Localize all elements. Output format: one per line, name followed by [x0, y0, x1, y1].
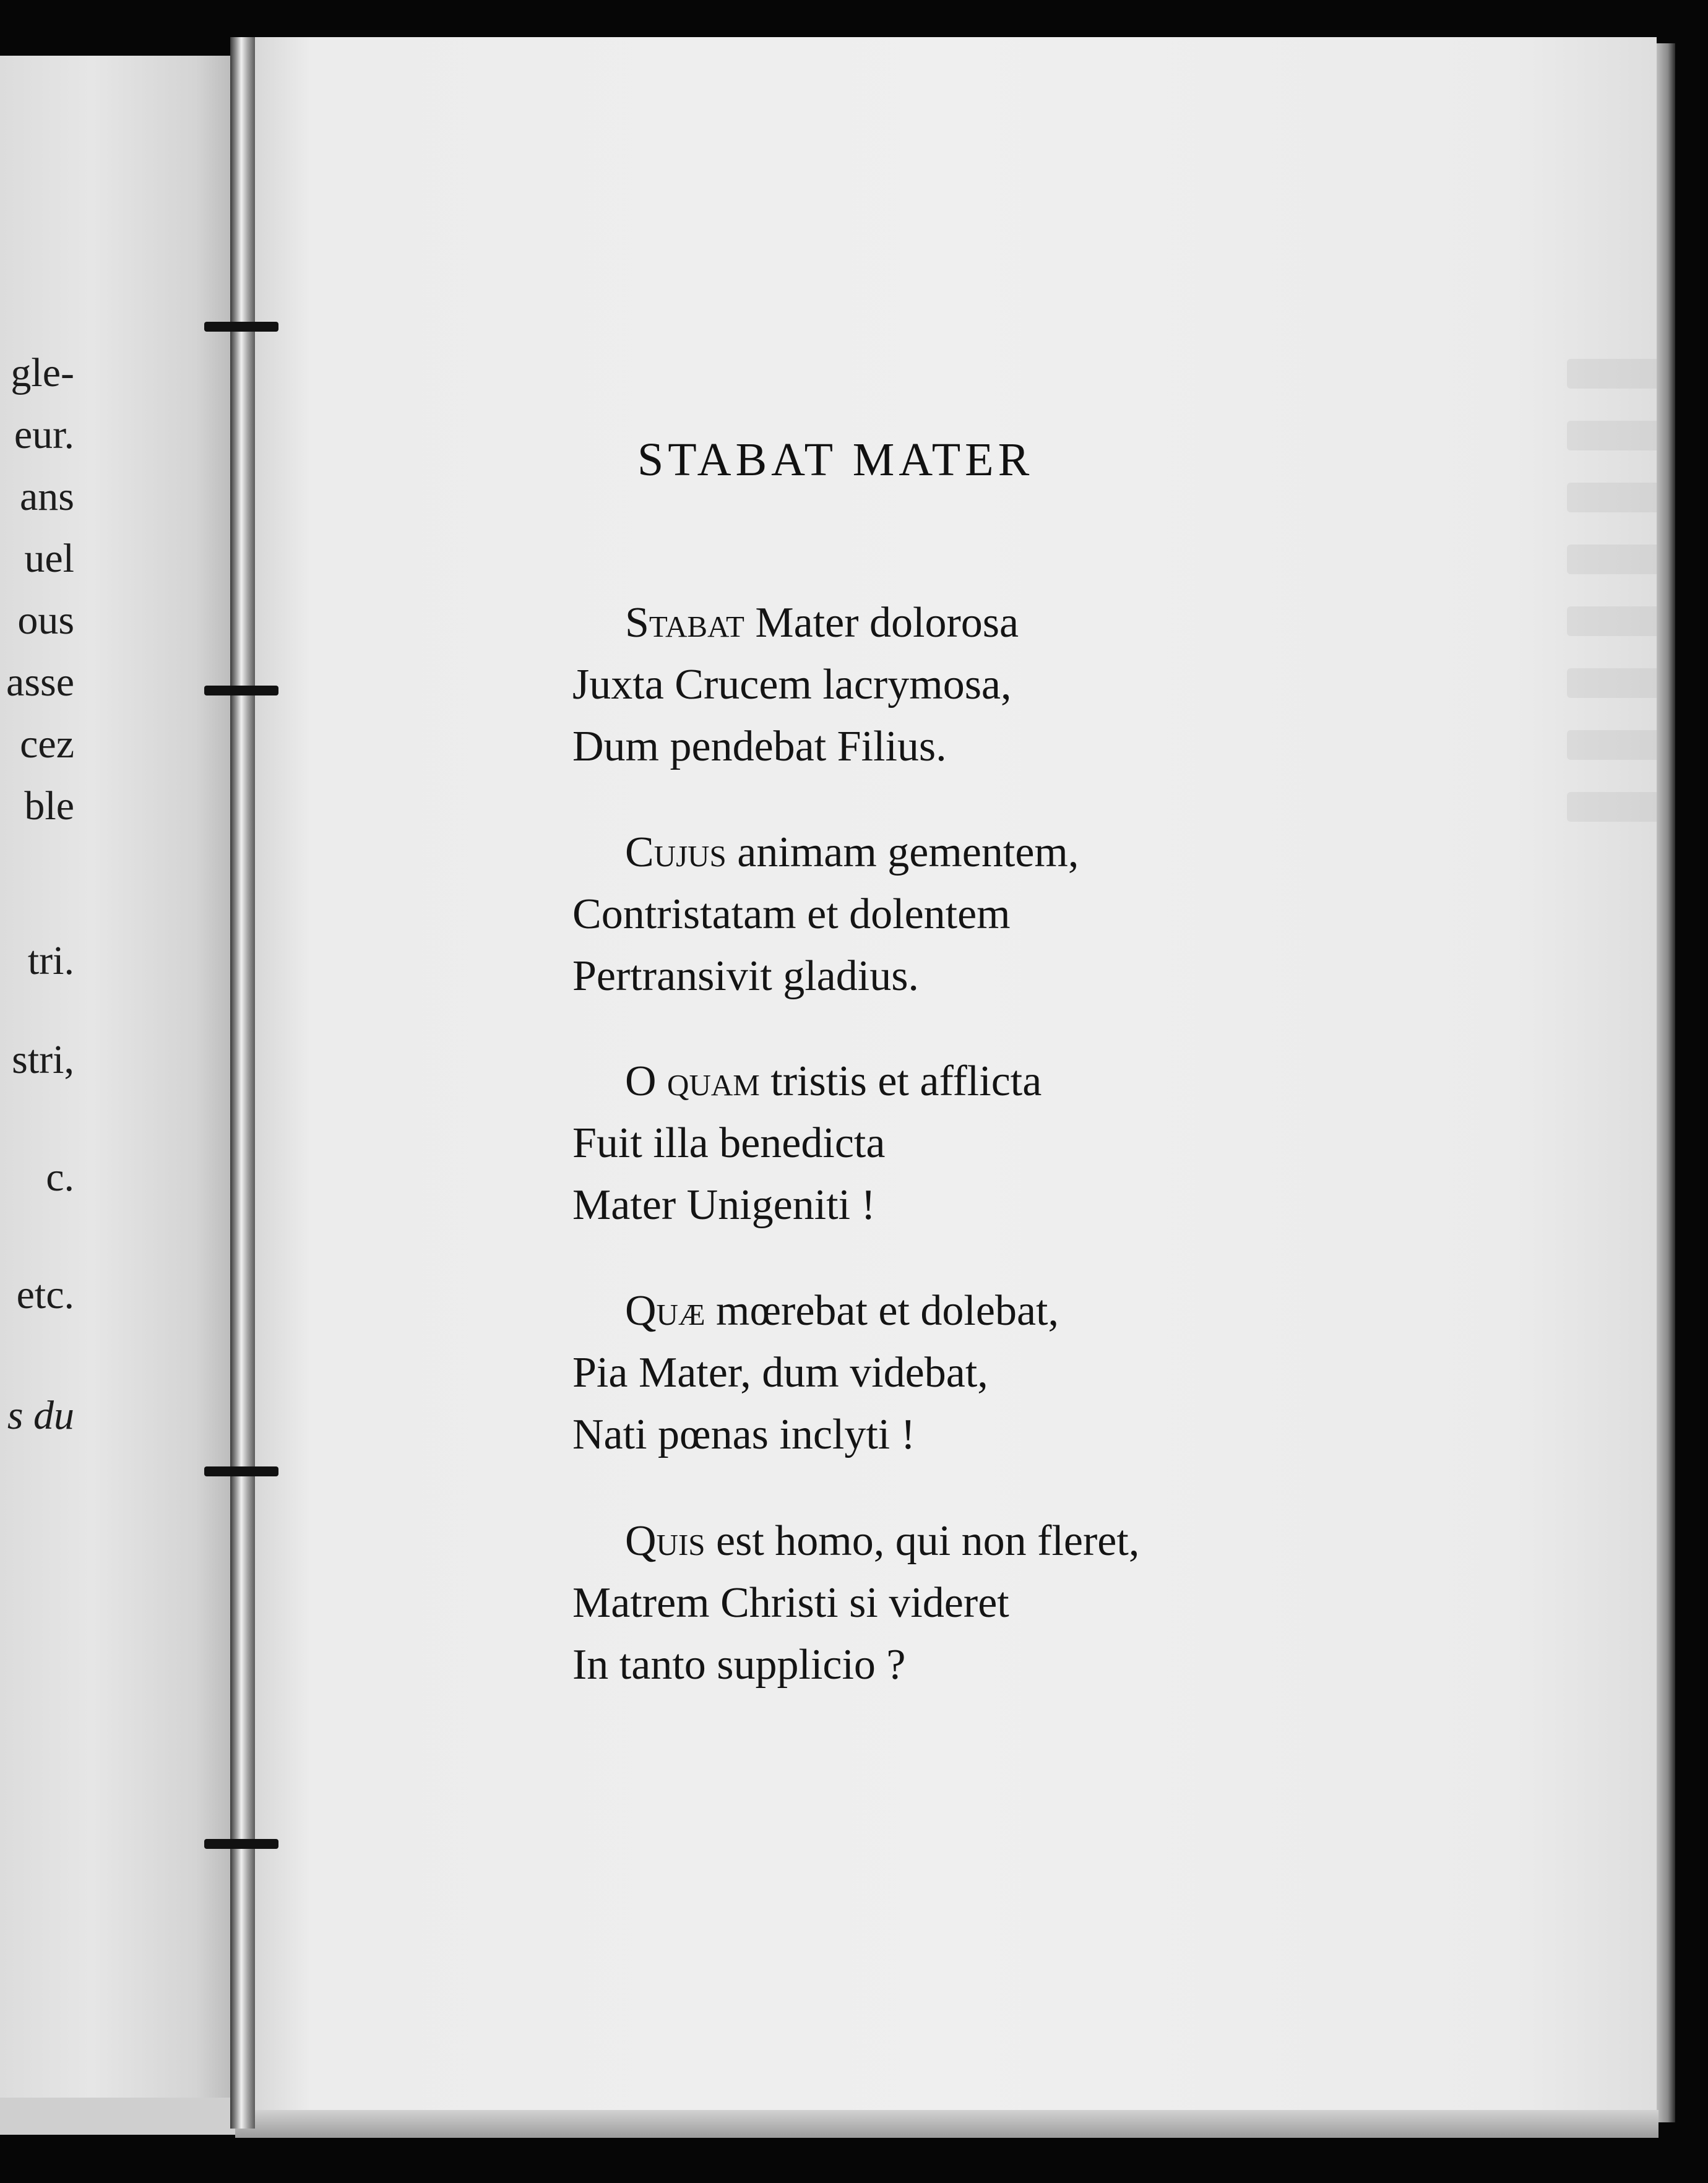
- stanza-lead-word: Cujus: [625, 829, 727, 876]
- left-page-line: tri.: [27, 938, 74, 983]
- left-page-line: cez: [20, 721, 74, 767]
- left-page-line: s du: [7, 1393, 74, 1438]
- stanza-lead-word: Quis: [625, 1517, 705, 1565]
- stanza-lead-word: Quæ: [625, 1287, 705, 1335]
- left-page-line: asse: [6, 660, 74, 705]
- bleed-through-text: [1567, 545, 1657, 574]
- left-page-line: gle-: [11, 350, 74, 395]
- bleed-through-text: [1567, 606, 1657, 636]
- stanza-lead-word: Stabat: [625, 599, 744, 647]
- poem-line: Pia Mater, dum videbat,: [572, 1349, 988, 1397]
- right-page-edge: [1657, 43, 1675, 2122]
- poem-line: Fuit illa benedicta: [572, 1119, 886, 1167]
- bleed-through-text: [1567, 730, 1657, 760]
- left-page-line: ans: [20, 474, 74, 519]
- binding-stitch: [204, 1839, 278, 1849]
- left-page-line: ous: [17, 598, 74, 643]
- poem-line: Nati pœnas inclyti !: [572, 1411, 916, 1458]
- bleed-through-text: [1567, 792, 1657, 822]
- bleed-through-text: [1567, 421, 1657, 450]
- poem-line: Pertransivit gladius.: [572, 952, 919, 1000]
- stanza-line-rest: mœrebat et dolebat,: [705, 1287, 1059, 1335]
- poem-line: In tanto supplicio ?: [572, 1641, 906, 1689]
- left-page-line: uel: [24, 536, 74, 581]
- binding-stitch: [204, 686, 278, 695]
- poem-line: Mater Unigeniti !: [572, 1181, 876, 1229]
- left-page-line: ble: [24, 783, 74, 829]
- stanza-first-line: [625, 601, 1019, 645]
- binding-stitch: [204, 322, 278, 332]
- stanza-first-line: [625, 1057, 1042, 1105]
- poem-line: Contristatam et dolentem: [572, 890, 1011, 938]
- stanza-first-line: [625, 1287, 1059, 1335]
- stanza-line-rest: est homo, qui non fleret,: [705, 1517, 1140, 1565]
- stanza-line-rest: tristis et afflicta: [759, 1057, 1042, 1105]
- poem-title: STABAT MATER: [637, 434, 1034, 486]
- binding-stitch: [204, 1466, 278, 1476]
- stanza-lead-word: O quam: [625, 1057, 760, 1105]
- right-page-bottom-edge: [235, 2110, 1658, 2138]
- poem-line: Matrem Christi si videret: [572, 1579, 1009, 1627]
- stanza-first-line: [625, 1517, 1140, 1565]
- poem-line: Juxta Crucem lacrymosa,: [572, 661, 1012, 708]
- left-page: [0, 56, 230, 2110]
- left-page-line: stri,: [12, 1037, 74, 1082]
- bleed-through-text: [1567, 483, 1657, 512]
- bleed-through-text: [1567, 668, 1657, 698]
- bleed-through-text: [1567, 359, 1657, 389]
- left-page-bottom-edge: [0, 2098, 235, 2135]
- left-page-line: etc.: [16, 1272, 74, 1317]
- left-page-line: c.: [46, 1155, 74, 1200]
- stanza-line-rest: animam gementem,: [726, 829, 1079, 876]
- left-page-line: eur.: [14, 412, 74, 457]
- poem-line: Dum pendebat Filius.: [572, 723, 947, 770]
- book-gutter: [230, 37, 255, 2129]
- stanza-first-line: [625, 831, 1079, 874]
- stanza-line-rest: Mater dolorosa: [744, 599, 1019, 647]
